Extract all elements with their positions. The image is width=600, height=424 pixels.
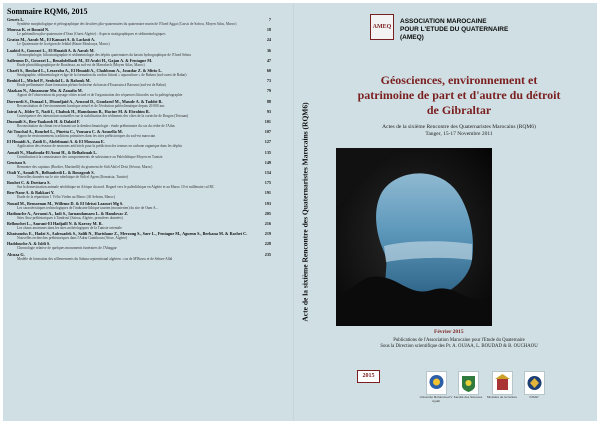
entry-authors: Geurts L. bbox=[7, 17, 25, 22]
entry-authors: Ben-Nane A. & Bakkari Y. bbox=[7, 190, 55, 196]
summary-entry bbox=[7, 48, 271, 57]
sponsor-caption: Université Mohammed V Agdal bbox=[419, 395, 453, 403]
entry-page-number: 18 bbox=[266, 27, 271, 33]
summary-entry bbox=[7, 150, 271, 159]
subtitle-line-1: Actes de la sixième Rencontre des Quaternaristes Marocains (RQM6) bbox=[382, 124, 536, 130]
entry-title: Apport de l'observation du paysage côtier actuel et de l'organisation des séquences littorales sur la paléogéographie bbox=[17, 93, 183, 98]
book-title bbox=[328, 73, 590, 118]
summary-entry bbox=[7, 211, 271, 220]
entry-page-number: 154 bbox=[264, 170, 271, 176]
entry-page-number: 228 bbox=[264, 241, 271, 247]
book-spine bbox=[293, 3, 317, 421]
entry-title: Remonter des capitaux (Bordier, Martinelli) du gisement de Sidi Abd el Drisi (Sécour, Maroc) bbox=[17, 164, 153, 169]
entry-page-number: 88 bbox=[266, 98, 271, 104]
entry-title: Contribution à la connaissance des comportements de subsistance au Paléolithique Moyen en Tunisie bbox=[17, 154, 163, 159]
university-logo-icon bbox=[426, 371, 447, 395]
entry-authors: Geutsau S. bbox=[7, 159, 27, 165]
entry-page-number: 205 bbox=[264, 210, 271, 216]
entry-page-number: 47 bbox=[266, 57, 271, 63]
entry-authors: Laabid A., Gourari L., El Hmaidi A. & Aarab M. bbox=[7, 47, 95, 53]
entry-authors: Sallemun D., Gourari L., Benabdelhadi M., El Arabi H., Gajan A. & Fentagne M. bbox=[7, 57, 153, 63]
publisher-info bbox=[334, 338, 584, 350]
entry-page-number: 7 bbox=[268, 17, 271, 22]
subtitle-line-2: Tanger, 15-17 Novembre 2011 bbox=[425, 130, 493, 137]
logo-text: AMEQ bbox=[372, 24, 392, 30]
entry-page-number: 101 bbox=[264, 119, 271, 125]
summary-entry bbox=[7, 252, 271, 261]
entry-authors: Gratas M., Aarab M., El Kamari A. & Lacknit A. bbox=[7, 37, 96, 43]
summary-entry bbox=[7, 180, 271, 189]
entry-title: Modèle de formation des affleurements du Sahara septentrional algérien : cas de M'Bouss et de Sebarr-Allal bbox=[17, 256, 173, 261]
entry-title: Chronologie relative de quelques monuments funéraires de l'Ahaggar bbox=[17, 246, 117, 251]
entry-page-number: 73 bbox=[266, 78, 271, 84]
entry-authors: Dorrnedi S., Dsmaal I., Dhoudjaid A., Arnoud D., Goudarof M., Masule A. & Taddei R. bbox=[7, 98, 163, 104]
entry-page-number: 235 bbox=[264, 251, 271, 257]
entry-title: Sur la domestication animale néolithique en Afrique du nord. Regard vers le paléolithique en Algérie et au Maroc 10 et millénaire cal BC bbox=[17, 185, 215, 190]
summary-entry bbox=[7, 129, 271, 138]
entry-page-number: 60 bbox=[266, 68, 271, 74]
entry-title: Reconstitution de l'environnement karstique actuel et de l'évolution paléoclimatique depuis 20 000 ans bbox=[17, 103, 165, 108]
entry-title: Conséquence des interactions naturelles sur la stabilisation des sédiments des côtes de la corniche de Dragon (Tetouan) bbox=[17, 113, 189, 118]
entry-authors: Nouail M., Bensoenan M., Willemo D. & El Idrissi Lzaouri Mg S. bbox=[7, 200, 124, 206]
sponsor-caption: INSAP bbox=[529, 395, 539, 399]
entry-page-number: 127 bbox=[264, 139, 271, 145]
sponsor-caption: Ministère de la Culture bbox=[486, 395, 517, 399]
entry-title: Le paléomilieu plio-quaternaire d'Oran (Ouest Algérie) : Aspects stratigraphiques et sédimentologiques bbox=[17, 32, 166, 37]
entry-authors: Bellouchet L., Amrani-El Hadjaill N. & Karray M. R. bbox=[7, 221, 103, 227]
summary-entry bbox=[7, 99, 271, 108]
entry-page-number: 216 bbox=[264, 221, 271, 227]
entry-page-number: 93 bbox=[266, 108, 271, 114]
entry-title: Le Quaternaire de la région de Jebdal (Haute Moulouya, Maroc) bbox=[17, 42, 110, 47]
entry-authors: Duonaili S., Ben-Yaakoub H. & Dalaid F. bbox=[7, 119, 81, 125]
entry-authors: Khatsoudss E., Hadzi S., Aalessadek S., Salili N., Harishane Z., Merzoug S., Sarr L., Fentagne M., Aguenn S., Berkana M. & Rachet C. bbox=[7, 231, 248, 237]
org-line-3: (AMEQ) bbox=[400, 34, 424, 41]
publication-date: Février 2015 bbox=[434, 329, 464, 335]
entry-authors: Ait Touchal A., Bouchel L., Pinetta C., Vousara C. & Aousella M. bbox=[7, 129, 123, 135]
entry-authors: Hadiouche A., Arraoui A., Iadi S., Iarnandamaru L. & Hamlovac Z. bbox=[7, 210, 129, 216]
entry-title: Application des réseaux de neurones artificiels pour la prédiction des teneurs en carbone organique dans les dépôts bbox=[17, 144, 182, 149]
title-line-3: de Gibraltar bbox=[426, 103, 492, 117]
entry-authors: Iatrai A., Jilder T., Nadi I., Chahuk H., Hamdaoun B., Hacine M. & Ebrahim R. bbox=[7, 108, 150, 114]
entry-title: Nouvelles recherches préhistoriques dans l'Adrar Gantikoun (Aïsse, Algérie) bbox=[17, 236, 128, 241]
entry-title: Étude préliminaire d'une formation pléisto-holocène du bassin d'Essaouira à Baourra (sud-est de Rabat) bbox=[17, 83, 166, 88]
summary-entry bbox=[7, 119, 271, 128]
summary-entry bbox=[7, 170, 271, 179]
entry-authors: Benhid L., Michel P., Senhdal L. & Rahouk M. bbox=[7, 78, 91, 84]
entry-authors: Otali Y., Aouali N., Belhaubedi L. & Bouzgoub S. bbox=[7, 170, 95, 176]
entry-page-number: 107 bbox=[264, 129, 271, 135]
entry-page-number: 191 bbox=[264, 190, 271, 196]
entry-authors: Aouali N., Maalouda-El Aomi H., & Belhalouah L. bbox=[7, 149, 98, 155]
entry-title: Étude de la répartition 1 Vélio Virden au Maroc (Al Sebrim, Maroc) bbox=[17, 195, 116, 200]
entry-authors: Alcuza G. bbox=[7, 251, 25, 257]
entry-authors: El Hmaidi A., Zaidi E., Abdelmaui A. & El Moussaa E. bbox=[7, 139, 105, 145]
entry-page-number: 135 bbox=[264, 149, 271, 155]
summary-entry bbox=[7, 160, 271, 169]
entry-title: Nouvelles données sur le site rabelaïque de Sidi el Agem (Ifomaisia, Tunisie) bbox=[17, 175, 128, 180]
year-box: 2015 bbox=[357, 370, 380, 383]
publisher-line-1: Publications de l'Association Marocaine pour l'Etude du Quaternaire bbox=[393, 338, 525, 343]
association-name bbox=[400, 18, 508, 42]
summary-entry bbox=[7, 231, 271, 240]
entry-page-number: 79 bbox=[266, 88, 271, 94]
title-line-2: patrimoine de part et d'autre du détroit bbox=[357, 88, 561, 102]
summary-entry bbox=[7, 37, 271, 46]
summary-entry bbox=[7, 109, 271, 118]
entry-page-number: 36 bbox=[266, 47, 271, 53]
sponsor-caption: Faculté des Sciences bbox=[453, 395, 483, 399]
entry-page-number: 24 bbox=[266, 37, 271, 43]
spine-title: Acte de la sixième Rencontre des Quaternaristes Marocains (RQM6) bbox=[300, 102, 310, 322]
entry-authors: Roubet C. & Dsettara S. bbox=[7, 180, 51, 186]
summary-entry bbox=[7, 221, 271, 230]
org-line-2: POUR L'ETUDE DU QUATERNAIRE bbox=[400, 26, 509, 33]
cave-photo bbox=[336, 148, 492, 326]
entry-authors: Alazkan N., Almansour Mu. & Zanafia M. bbox=[7, 88, 83, 94]
book-subtitle bbox=[328, 124, 590, 137]
entry-page-number: 219 bbox=[264, 231, 271, 237]
entry-title: Étude photolithographique de Boutfassa, au sud-est de Marrakech (Moyen Atlas, Maroc) bbox=[17, 62, 145, 67]
entry-page-number: 175 bbox=[264, 180, 271, 186]
summary-entry bbox=[7, 139, 271, 148]
entry-title: Synthèse morphologique et pétrographique des bivalves plio-quaternaires du quaternaire marin de l'Oued Aggai (Cassis de Safrou, Moyen Atlas, Maroc) bbox=[17, 22, 237, 26]
publisher-line-2: Sous la Direction scientifique des Pr. A. OUJAA, L. BOUDAD & B. OUCHAOU bbox=[380, 344, 538, 349]
summary-list bbox=[7, 17, 271, 262]
institute-logo-icon bbox=[524, 371, 545, 395]
entry-page-number: 193 bbox=[264, 200, 271, 206]
entry-authors: Moussa K. et Bouzid N. bbox=[7, 27, 50, 33]
entry-title: Stratigraphie, sédimentologie et âge de la formation du cordon littoral « aquaculture » de Bahara (sud-ouest de Rabat) bbox=[17, 73, 187, 78]
association-logo-icon bbox=[370, 14, 394, 40]
ministry-logo-icon bbox=[492, 371, 513, 395]
faculty-logo-icon bbox=[458, 371, 479, 395]
entry-title: Les chaux anciennes dans les sites archéologiques de la Tunisie orientale bbox=[17, 226, 122, 231]
back-cover bbox=[3, 3, 293, 421]
entry-authors: Haddouche A. & Isldi S. bbox=[7, 241, 51, 247]
entry-page-number: 149 bbox=[264, 159, 271, 165]
front-cover bbox=[316, 3, 597, 421]
org-line-1: ASSOCIATION MAROCAINE bbox=[400, 18, 487, 25]
summary-entry bbox=[7, 27, 271, 36]
entry-title: Les caractéristiques technologiques de l'industrie lithique taurien (mousterien) du site de Oum A... bbox=[17, 205, 159, 210]
entry-title: Géomorphologie, lithostratigraphie et sédimentologie des dépôts quaternaires du bassin hydrographique de l'Oued Sebou bbox=[17, 52, 192, 57]
summary-entry bbox=[7, 241, 271, 250]
summary-entry bbox=[7, 88, 271, 97]
entry-title: Reconstitution du climat en se basant sur la dendroclimatologie : étude préliminaire du cas du cèdre de l'Atlas bbox=[17, 124, 175, 129]
summary-heading: Sommaire RQM6, 2015 bbox=[7, 7, 88, 16]
entry-title: Approche environnement, traditions primitives dans les sites préhistoriques du sud-est marocain bbox=[17, 134, 156, 139]
summary-entry bbox=[7, 17, 271, 26]
summary-entry bbox=[7, 58, 271, 67]
summary-entry bbox=[7, 201, 271, 210]
entry-authors: Charfi S., Boulard L., Lezaraba A., El Hmaidi A., Chahboun A., Jouzdar Z. & Sfirio L. bbox=[7, 68, 163, 74]
summary-entry bbox=[7, 68, 271, 77]
entry-title: Sites Atoz préhistoriques à Tandrouf (Saissa, Algérie, premières données) bbox=[17, 215, 123, 220]
title-line-1: Géosciences, environnement et bbox=[380, 73, 538, 87]
summary-entry bbox=[7, 78, 271, 87]
summary-entry bbox=[7, 190, 271, 199]
